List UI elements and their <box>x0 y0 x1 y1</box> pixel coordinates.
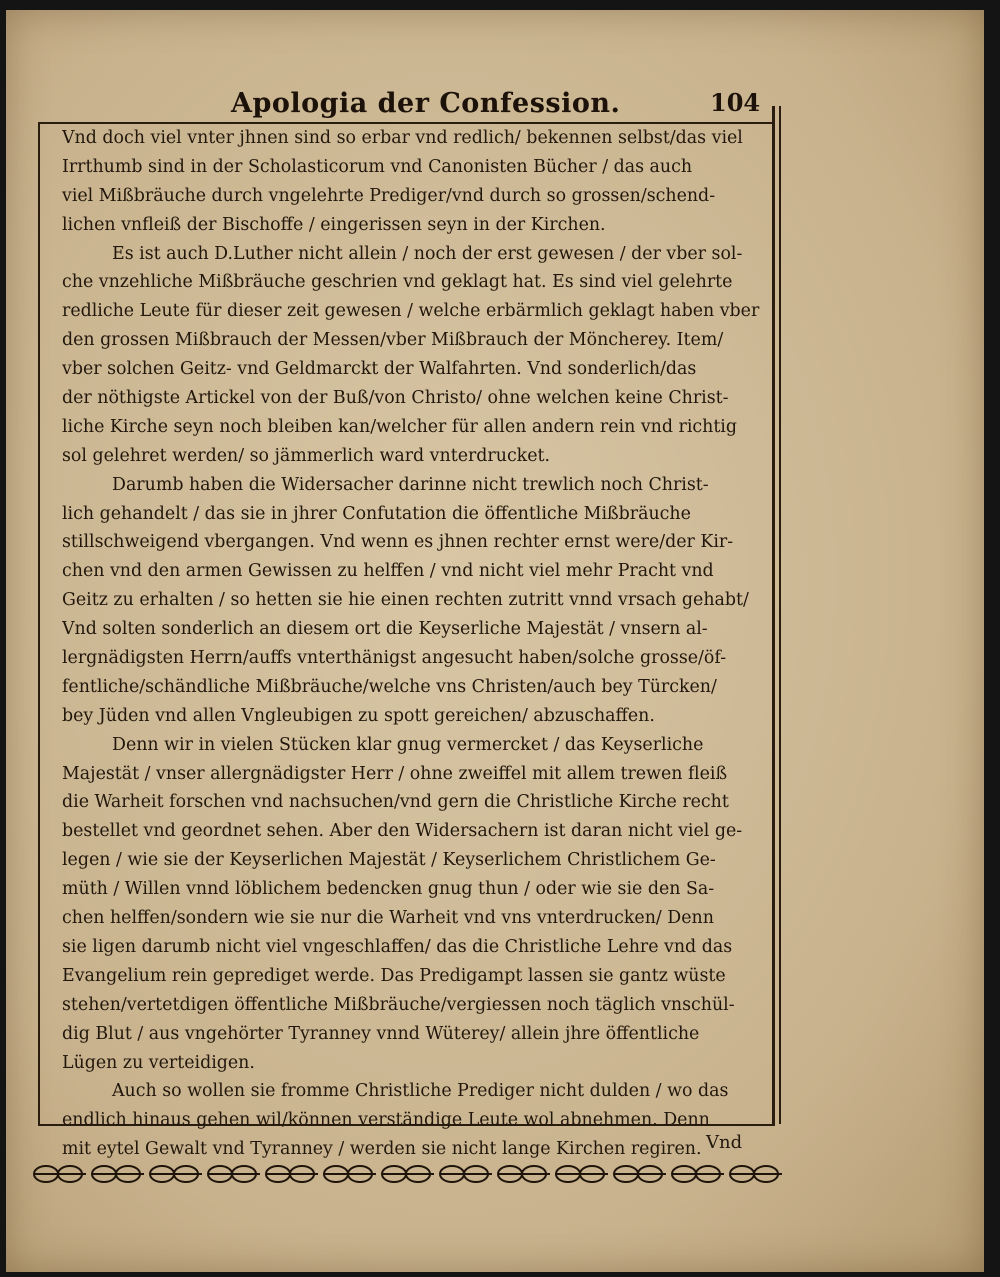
left-margin-rule <box>38 122 40 1124</box>
text-line: fentliche/schändliche Mißbräuche/welche vns Christen/auch bey Türcken/ <box>62 676 717 697</box>
text-line: sie ligen darumb nicht viel vngeschlaffen/ das die Christliche Lehre vnd das <box>62 936 733 957</box>
text-line: die Warheit forschen vnd nachsuchen/vnd gern die Christliche Kirche recht <box>62 792 729 813</box>
paragraph <box>62 471 766 731</box>
paragraph <box>62 124 766 240</box>
text-line: Vnd solten sonderlich an diesem ort die Keyserliche Majestät / vnsern al- <box>62 619 708 640</box>
text-line: Vnd doch viel vnter jhnen sind so erbar vnd redlich/ bekennen selbst/das viel <box>62 128 743 148</box>
text-line: redliche Leute für dieser zeit gewesen / welche erbärmlich geklagt haben vber <box>62 301 760 322</box>
running-title: Apologia der Confession. <box>231 88 621 119</box>
text-line: che vnzehliche Mißbräuche geschrien vnd geklagt hat. Es sind viel gelehrte <box>62 272 733 293</box>
text-line: lichen vnfleiß der Bischoffe / eingerissen seyn in der Kirchen. <box>62 214 606 235</box>
text-line: chen vnd den armen Gewissen zu helffen / vnd nicht viel mehr Pracht vnd <box>62 561 714 582</box>
body-text <box>62 124 766 1164</box>
paragraph <box>62 240 766 471</box>
text-line: lich gehandelt / das sie in jhrer Confutation die öffentliche Mißbräuche <box>62 503 691 524</box>
text-line: mit eytel Gewalt vnd Tyranney / werden sie nicht lange Kirchen regiren. <box>62 1139 702 1160</box>
text-line: der nöthigste Artickel von der Buß/von Christo/ ohne welchen keine Christ- <box>62 388 729 409</box>
outer-margin-rule <box>779 106 781 1124</box>
text-line: lergnädigsten Herrn/auffs vnterthänigst angesucht haben/solche grosse/öf- <box>62 648 727 669</box>
text-line: chen helffen/sondern wie sie nur die Warheit vnd vns vnterdrucken/ Denn <box>62 908 714 929</box>
book-page <box>6 10 984 1272</box>
text-line: legen / wie sie der Keyserlichen Majestät / Keyserlichem Christlichem Ge- <box>62 850 716 871</box>
text-line: stehen/vertetdigen öffentliche Mißbräuche/vergiessen noch täglich vnschül- <box>62 994 735 1015</box>
paragraph <box>62 731 766 1078</box>
text-line: Irrthumb sind in der Scholasticorum vnd Canonisten Bücher / das auch <box>62 156 693 177</box>
text-line: Es ist auch D.Luther nicht allein / noch der erst gewesen / der vber sol- <box>112 243 743 264</box>
text-line: stillschweigend vbergangen. Vnd wenn es jhnen rechter ernst were/der Kir- <box>62 532 734 553</box>
text-line: den grossen Mißbrauch der Messen/vber Mißbrauch der Möncherey. Item/ <box>62 330 724 351</box>
text-line: Lügen zu verteidigen. <box>62 1052 255 1073</box>
paragraph <box>62 1077 766 1164</box>
catchword: Vnd <box>706 1132 743 1153</box>
text-line: müth / Willen vnnd löblichem bedencken gnug thun / oder wie sie den Sa- <box>62 879 715 900</box>
text-line: dig Blut / aus vngehörter Tyranney vnnd Wüterey/ allein jhre öffentliche <box>62 1023 700 1044</box>
text-line: Auch so wollen sie fromme Christliche Prediger nicht dulden / wo das <box>112 1081 729 1102</box>
page-number: 104 <box>710 88 761 117</box>
right-margin-rule <box>772 106 775 1124</box>
text-line: Majestät / vnser allergnädigster Herr / ohne zweiffel mit allem trewen fleiß <box>62 763 728 784</box>
text-line: bey Jüden vnd allen Vngleubigen zu spott gereichen/ abzuschaffen. <box>62 705 655 726</box>
text-line: Darumb haben die Widersacher darinne nicht trewlich noch Christ- <box>112 474 709 495</box>
text-line: bestellet vnd geordnet sehen. Aber den Widersachern ist daran nicht viel ge- <box>62 821 743 842</box>
text-line: viel Mißbräuche durch vngelehrte Prediger/vnd durch so grossen/schend- <box>62 185 716 206</box>
text-line: sol gelehret werden/ so jämmerlich ward vnterdrucket. <box>62 445 551 466</box>
text-line: Geitz zu erhalten / so hetten sie hie einen rechten zutritt vnnd vrsach gehabt/ <box>62 590 749 611</box>
text-line: liche Kirche seyn noch bleiben kan/welcher für allen andern rein vnd richtig <box>62 416 737 437</box>
text-line: vber solchen Geitz- vnd Geldmarckt der Walfahrten. Vnd sonderlich/das <box>62 359 697 380</box>
text-line: endlich hinaus gehen wil/können verständige Leute wol abnehmen. Denn <box>62 1110 710 1131</box>
text-line: Denn wir in vielen Stücken klar gnug vermercket / das Keyserliche <box>112 734 704 755</box>
ornamental-border <box>28 1160 792 1188</box>
text-line: Evangelium rein geprediget werde. Das Predigampt lassen sie gantz wüste <box>62 965 726 986</box>
